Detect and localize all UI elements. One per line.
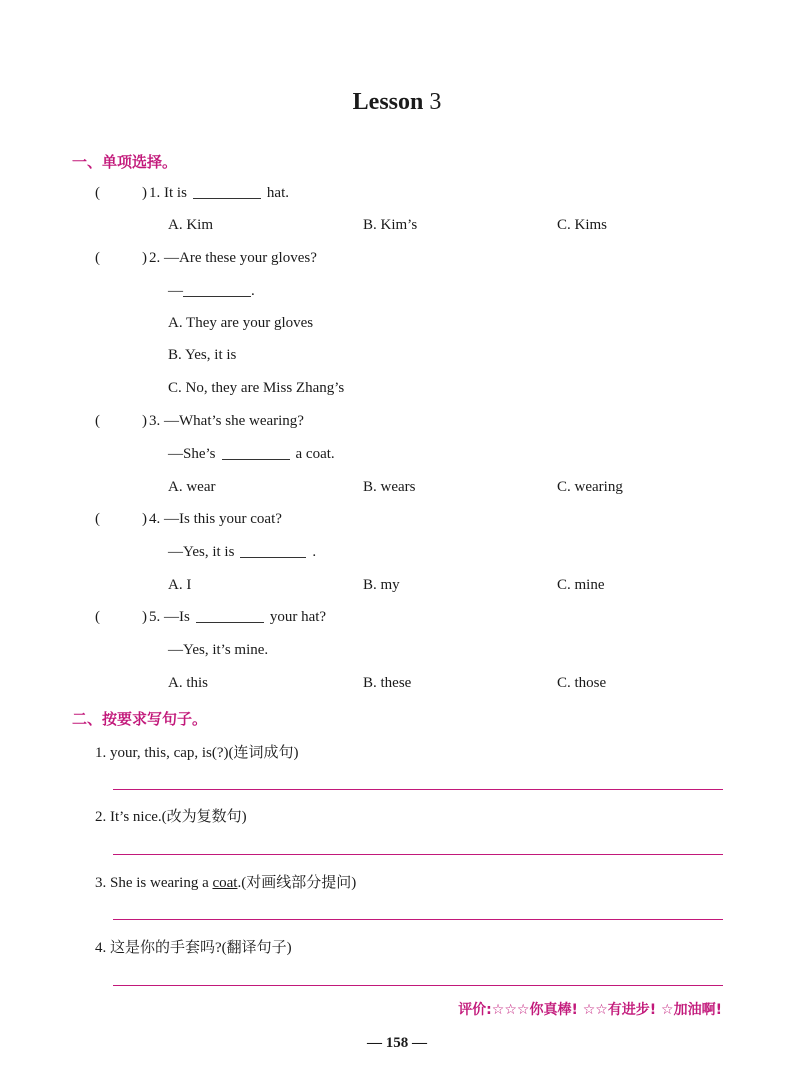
sentence-task-1: 1. your, this, cap, is(?)(连词成句) [95, 745, 299, 761]
title-number: 3 [429, 89, 442, 115]
question-number: 2. [149, 250, 161, 266]
fill-blank [196, 621, 264, 623]
option-c: C. wearing [557, 479, 623, 495]
option-b: B. Yes, it is [168, 347, 237, 363]
answer-paren-close: ) [142, 250, 147, 266]
question-3-reply [168, 446, 335, 463]
question-number: 4. [149, 511, 161, 527]
fill-blank [193, 197, 261, 199]
option-a: A. Kim [168, 217, 213, 233]
option-a: A. this [168, 675, 209, 691]
evaluation-rating: 评价:☆☆☆你真棒! ☆☆有进步! ☆加油啊! [458, 1002, 722, 1018]
answer-paren-close: ) [142, 511, 147, 527]
task-text: 3. She is wearing a [95, 875, 213, 891]
reply-end: . [251, 283, 255, 299]
question-2-reply [168, 283, 255, 300]
fill-blank [222, 458, 290, 460]
option-c: C. mine [557, 577, 605, 593]
question-text: —Are these your gloves? [164, 250, 317, 266]
question-text: —Is this your coat? [164, 511, 282, 527]
question-text: —Is [164, 609, 190, 625]
question-text: your hat? [269, 609, 327, 625]
answer-line [113, 854, 723, 855]
task-text: .(对画线部分提问) [237, 875, 357, 891]
question-text: It is [164, 185, 187, 201]
question-4 [149, 511, 282, 528]
option-b: B. wears [363, 479, 416, 495]
option-c: C. Kims [557, 217, 608, 233]
option-a: A. wear [168, 479, 216, 495]
answer-paren-open: ( [95, 250, 100, 266]
question-4-reply [168, 544, 316, 561]
page-number: — 158 — [367, 1035, 427, 1051]
answer-paren-close: ) [142, 185, 147, 201]
option-b: B. these [363, 675, 412, 691]
reply-dash: — [168, 283, 183, 299]
answer-line [113, 919, 723, 920]
answer-paren-open: ( [95, 185, 100, 201]
underlined-word: coat [212, 875, 238, 891]
question-5-reply: —Yes, it’s mine. [168, 642, 269, 658]
question-text: —What’s she wearing? [164, 413, 304, 429]
reply-text: —She’s [168, 446, 216, 462]
sentence-task-4: 4. 这是你的手套吗?(翻译句子) [95, 940, 292, 956]
answer-paren-open: ( [95, 511, 100, 527]
answer-paren-close: ) [142, 413, 147, 429]
question-2 [149, 250, 317, 267]
question-5 [149, 609, 326, 626]
fill-blank [183, 295, 251, 297]
option-b: B. my [363, 577, 400, 593]
question-3 [149, 413, 304, 430]
sentence-task-3 [95, 871, 356, 892]
answer-paren-open: ( [95, 413, 100, 429]
answer-paren-open: ( [95, 609, 100, 625]
sentence-task-2: 2. It’s nice.(改为复数句) [95, 809, 247, 825]
question-text: hat. [266, 185, 289, 201]
option-a: A. I [168, 577, 192, 593]
answer-line [113, 789, 723, 790]
reply-text: . [312, 544, 317, 560]
question-number: 5. [149, 609, 161, 625]
reply-text: —Yes, it is [168, 544, 235, 560]
section1-heading: 一、单项选择。 [72, 153, 178, 171]
reply-text: a coat. [295, 446, 335, 462]
answer-paren-close: ) [142, 609, 147, 625]
option-c: C. those [557, 675, 607, 691]
option-c: C. No, they are Miss Zhang’s [168, 380, 345, 396]
section2-heading: 二、按要求写句子。 [72, 710, 208, 728]
answer-line [113, 985, 723, 986]
option-b: B. Kim’s [363, 217, 418, 233]
question-number: 3. [149, 413, 161, 429]
fill-blank [240, 556, 306, 558]
page-title [0, 89, 794, 116]
option-a: A. They are your gloves [168, 315, 314, 331]
title-word: Lesson [352, 89, 424, 115]
question-number: 1. [149, 185, 161, 201]
question-1 [149, 185, 289, 202]
